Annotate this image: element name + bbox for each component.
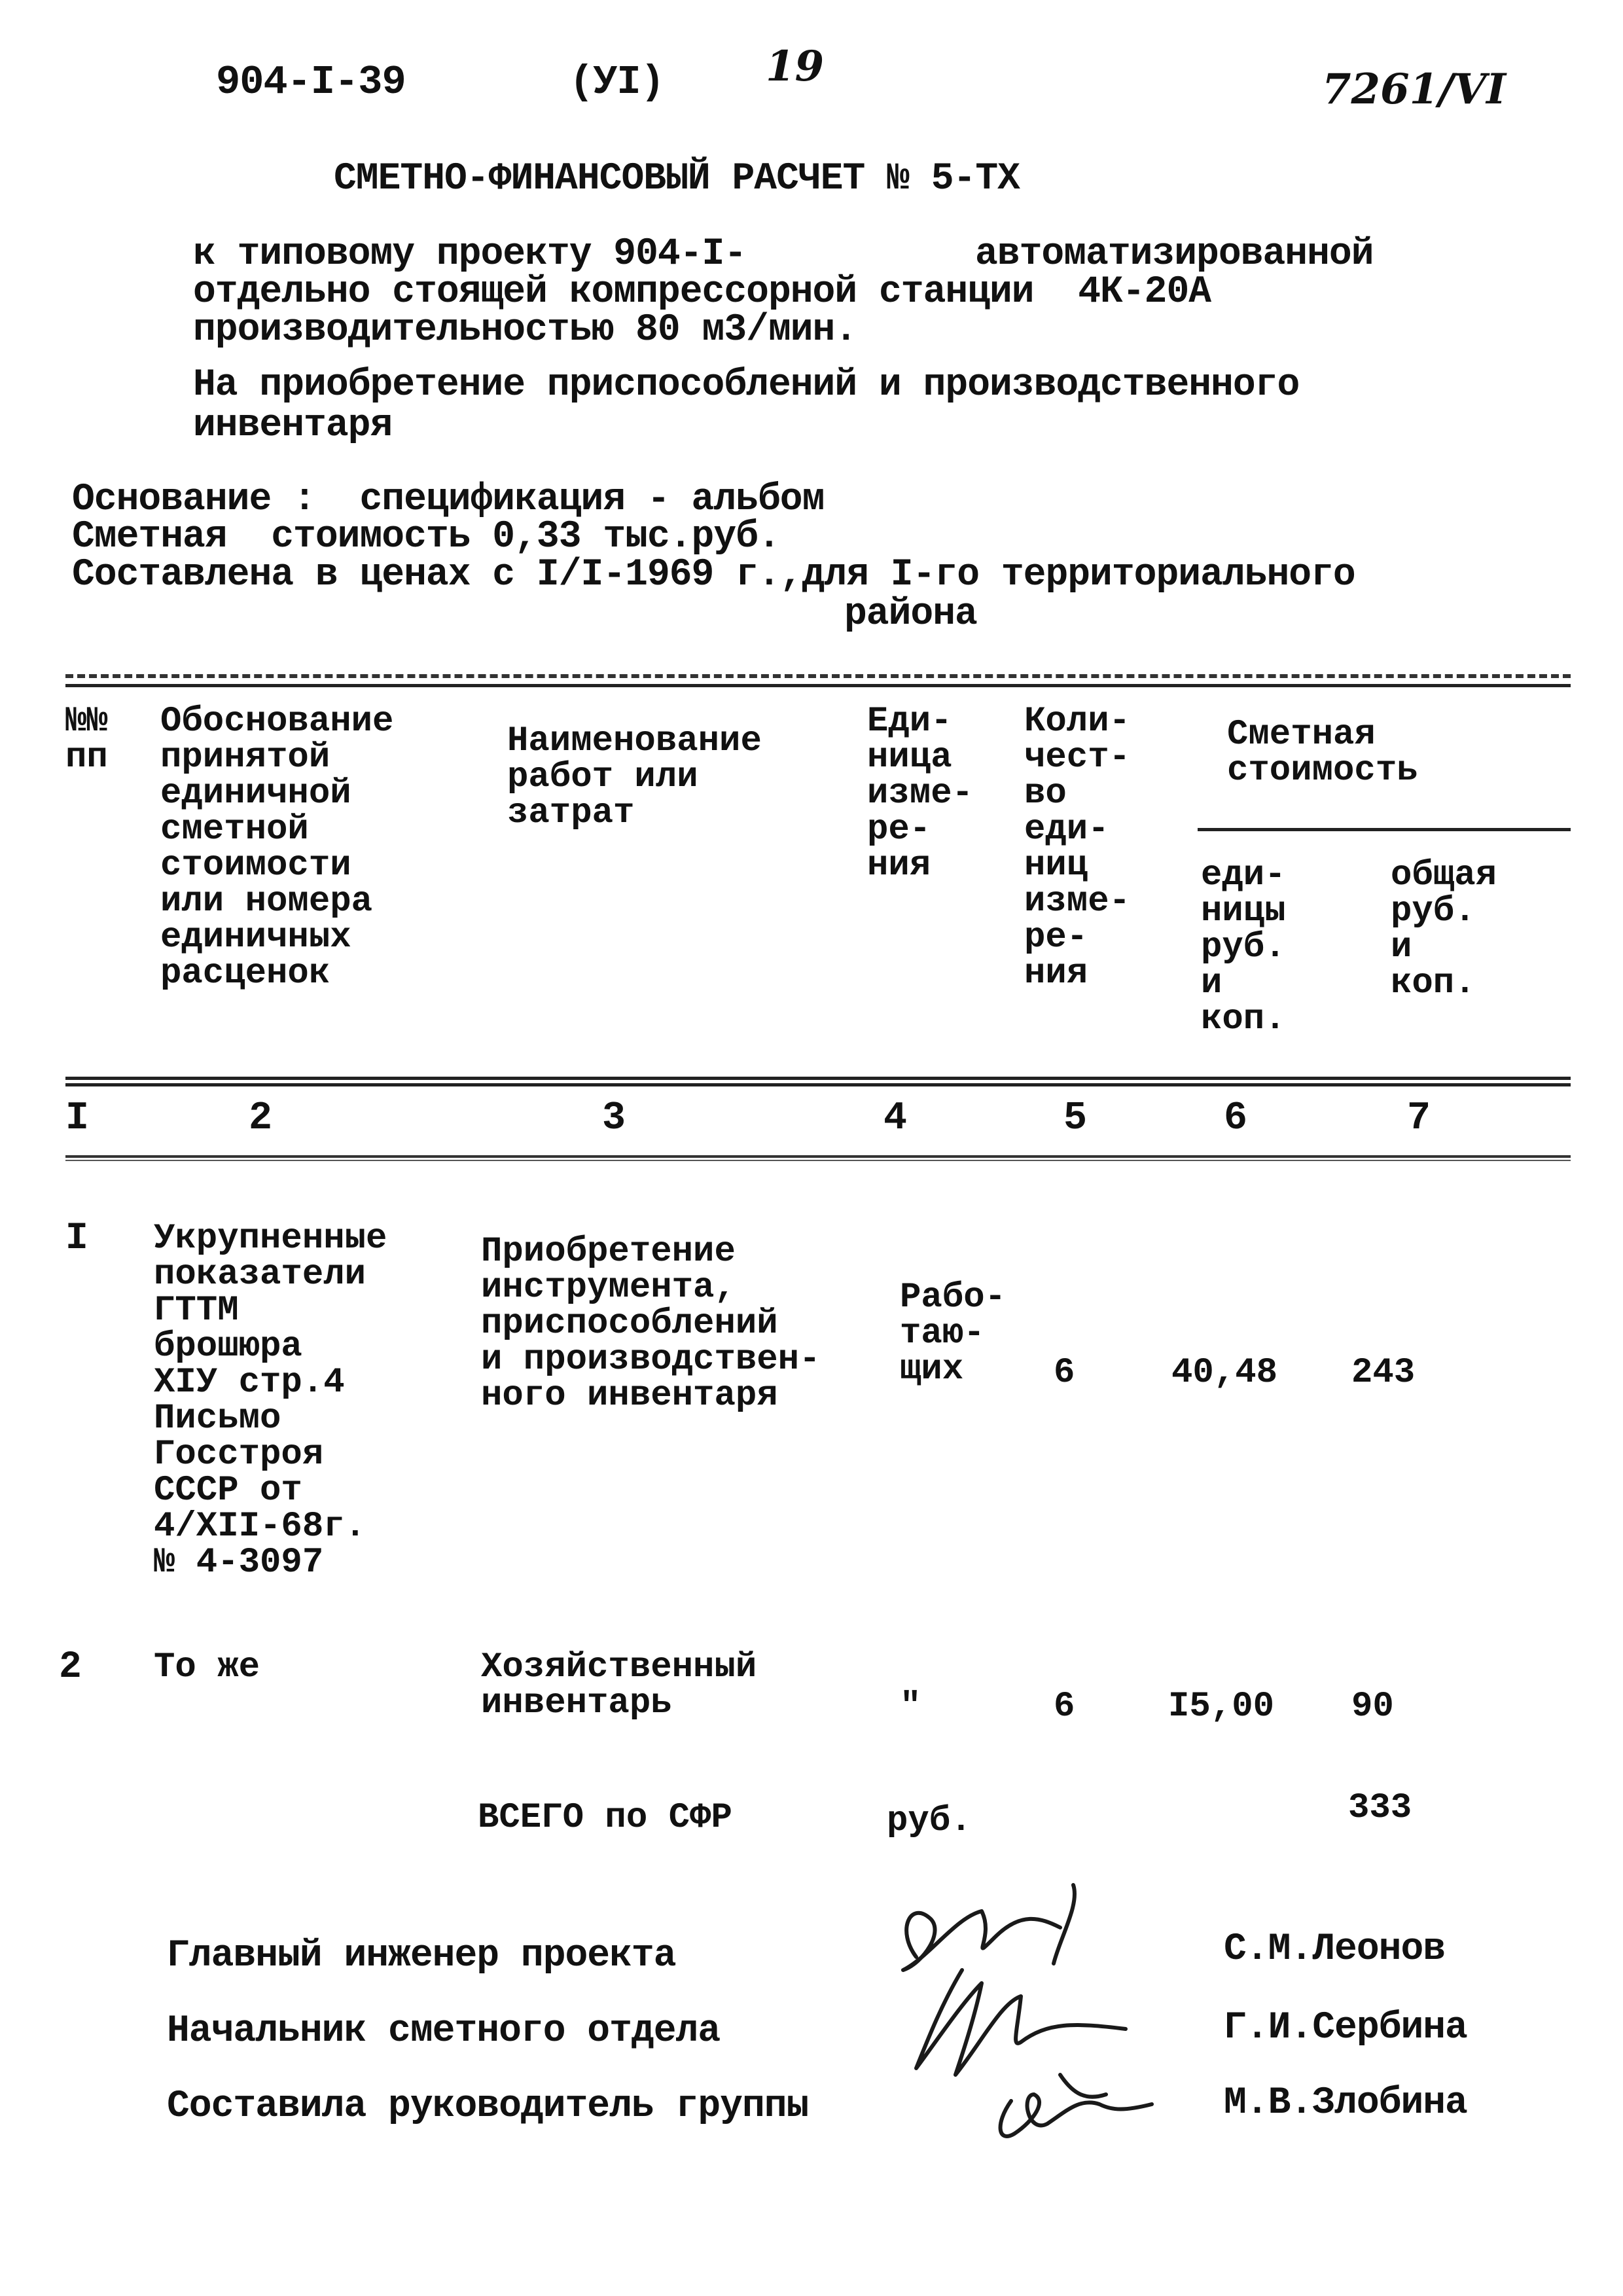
signatory-name: Г.И.Сербина [1224, 2007, 1467, 2049]
total-label: ВСЕГО по СФР [478, 1798, 732, 1838]
header-col-quantity: Коли- чест- во еди- ниц изме- ре- ния [1024, 702, 1131, 994]
basis-line: Основание : спецификация - альбом [72, 478, 825, 521]
signatory-role: Начальник сметного отдела [167, 2010, 721, 2053]
row-total-cost: 243 [1351, 1353, 1416, 1393]
row-unit-cost: I5,00 [1168, 1687, 1275, 1727]
intro-line: На приобретение приспособлений и производственного [193, 364, 1300, 406]
row-number: 2 [59, 1646, 82, 1689]
column-number: 3 [602, 1096, 626, 1141]
column-number: 7 [1407, 1096, 1431, 1141]
row-basis: То же [154, 1647, 260, 1687]
header-col-total-cost: общая руб. и коп. [1391, 855, 1497, 1003]
row-work-name: Приобретение инструмента, приспособлений и производствен- ного инвентаря [481, 1232, 821, 1416]
document-code: 904-I-39 [216, 59, 406, 105]
intro-line: отдельно стоящей компрессорной станции 4К-20А [193, 271, 1211, 314]
sheet-number: (УI) [569, 59, 664, 105]
row-work-name: Хозяйственный инвентарь [481, 1647, 757, 1723]
header-col-estimated-cost: Сметная стоимость [1227, 715, 1418, 791]
intro-line: производительностью 80 м3/мин. [193, 309, 857, 351]
basis-line: Сметная стоимость 0,33 тыс.руб. [72, 516, 780, 558]
total-unit: руб. [887, 1801, 972, 1841]
header-col-number: №№ пп [65, 702, 108, 778]
header-col-unit-cost: еди- ницы руб. и коп. [1201, 855, 1286, 1039]
header-col-basis: Обоснование принятой единичной сметной стоимости или номера единичных расценок [160, 702, 394, 994]
column-number: 5 [1063, 1096, 1088, 1141]
header-col-unit: Еди- ница изме- ре- ния [867, 702, 974, 886]
column-number: 4 [883, 1096, 908, 1141]
row-unit-cost: 40,48 [1171, 1353, 1278, 1393]
header-col-name: Наименование работ или затрат [507, 721, 762, 833]
column-number: 2 [249, 1096, 273, 1141]
total-amount: 333 [1348, 1788, 1412, 1828]
row-quantity: 6 [1054, 1687, 1075, 1727]
signatory-name: М.В.Злобина [1224, 2082, 1467, 2125]
basis-line: Составлена в ценах с I/I-1969 г.,для I-го территориального [72, 554, 1355, 596]
column-number: I [65, 1096, 90, 1141]
handwritten-page-number: 19 [766, 42, 825, 91]
intro-line: инвентаря [193, 404, 393, 447]
basis-line: района [844, 593, 977, 636]
signatory-name: С.М.Леонов [1224, 1928, 1446, 1971]
row-basis: Укрупненные показатели ГТТМ брошюра XIУ стр.4 Письмо Госстроя СССР от 4/XII-68г. № 4-3097 [154, 1219, 387, 1583]
intro-line: к типовому проекту 904-I- [193, 233, 747, 276]
handwritten-reference: 7261/VI [1322, 65, 1507, 114]
signatory-role: Главный инженер проекта [167, 1935, 676, 1977]
row-total-cost: 90 [1351, 1687, 1394, 1727]
row-unit: Рабо- таю- щих [900, 1278, 1007, 1390]
signatory-role: Составила руководитель группы [167, 2085, 809, 2128]
row-unit: " [900, 1687, 921, 1727]
page-title: СМЕТНО-ФИНАНСОВЫЙ РАСЧЕТ № 5-ТХ [334, 158, 1020, 200]
row-number: I [65, 1217, 88, 1260]
intro-line: автоматизированной [975, 233, 1374, 276]
column-number: 6 [1224, 1096, 1248, 1141]
row-quantity: 6 [1054, 1353, 1075, 1393]
